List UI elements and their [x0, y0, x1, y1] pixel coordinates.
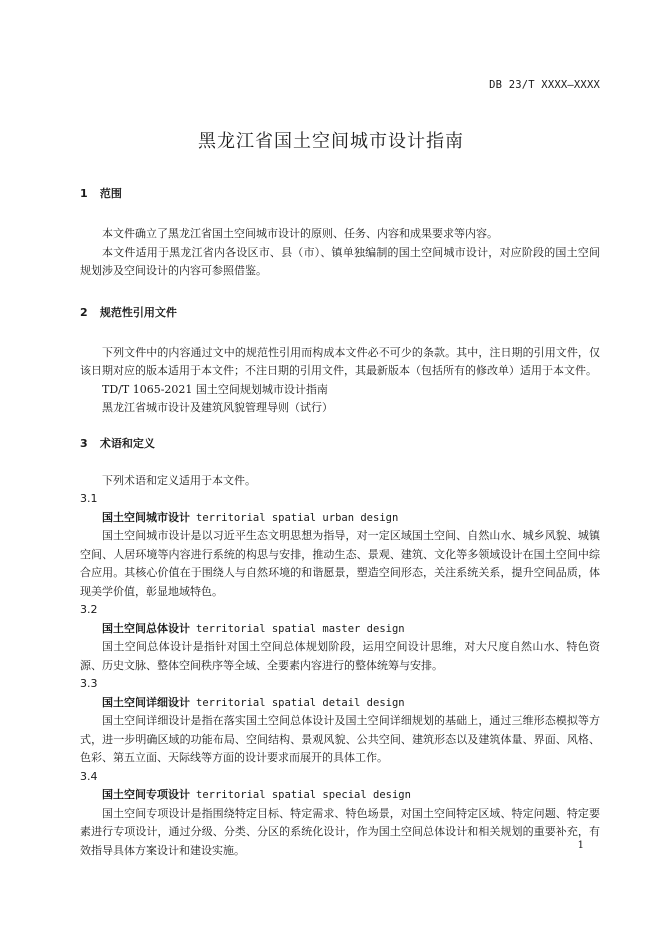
document-code: DB 23/T XXXX—XXXX [489, 79, 600, 91]
references-paragraph: 下列文件中的内容通过文中的规范性引用而构成本文件必不可少的条款。其中，注日期的引用文件，仅该日期对应的版本适用于本文件；不注日期的引用文件，其最新版本（包括所有的修改单）适用于本文件。 [80, 345, 600, 377]
term-zh: 国土空间总体设计 [102, 621, 190, 635]
term-zh: 国土空间详细设计 [102, 695, 190, 709]
reference-item: TD/T 1065-2021 国土空间规划城市设计指南 [102, 382, 328, 396]
term-zh: 国土空间城市设计 [102, 510, 190, 524]
term-heading [80, 620, 600, 639]
section-heading-terms [80, 434, 600, 454]
term-en: territorial spatial detail design [196, 696, 405, 709]
term-number: 3.1 [80, 492, 98, 505]
section-title: 规范性引用文件 [99, 305, 177, 319]
page-number: 1 [577, 840, 584, 851]
section-heading-scope [80, 184, 600, 204]
term-number: 3.3 [80, 677, 98, 690]
term-en: territorial spatial urban design [196, 511, 399, 524]
term-number: 3.2 [80, 603, 98, 616]
section-title: 范围 [99, 187, 122, 200]
scope-paragraph-1: 本文件确立了黑龙江省国土空间城市设计的原则、任务、内容和成果要求等内容。 [102, 227, 498, 240]
document-body [80, 184, 600, 860]
section-number: 1 [80, 187, 88, 200]
scope-paragraph-2: 本文件适用于黑龙江省内各设区市、县（市）、镇单独编制的国土空间城市设计，对应阶段的国土空间规划涉及空间设计的内容可参照借鉴。 [80, 245, 600, 277]
term-en: territorial spatial master design [196, 622, 405, 635]
section-title: 术语和定义 [99, 436, 155, 450]
term-heading [80, 786, 600, 805]
term-definition: 国土空间总体设计是指针对国土空间总体规划阶段，运用空间设计思维，对大尺度自然山水、特色资源、历史文脉、整体空间秩序等全域、全要素内容进行的整体统筹与安排。 [80, 640, 600, 672]
term-zh: 国土空间专项设计 [102, 788, 190, 801]
section-number: 3 [80, 436, 88, 450]
term-heading [80, 509, 600, 528]
section-number: 2 [80, 305, 88, 319]
term-definition: 国土空间专项设计是指围绕特定目标、特定需求、特色场景，对国土空间特定区域、特定问题、特定要素进行专项设计，通过分级、分类、分区的系统化设计，作为国土空间总体设计和相关规划的重要补充，有效指导具体方案设计和建设实施。 [80, 806, 600, 857]
term-definition: 国土空间详细设计是指在落实国土空间总体设计及国土空间详细规划的基础上，通过三维形态模拟等方式，进一步明确区域的功能布局、空间结构、景观风貌、公共空间、建筑形态以及建筑体量、界面、风格、色彩、第五立面、天际线等方面的设计要求而展开的具体工作。 [80, 714, 600, 764]
section-heading-normative-references [80, 303, 600, 323]
reference-item: 黑龙江省城市设计及建筑风貌管理导则（试行） [102, 401, 333, 414]
document-title: 黑龙江省国土空间城市设计指南 [198, 131, 464, 152]
term-number: 3.4 [80, 769, 98, 783]
term-heading [80, 694, 600, 713]
terms-intro: 下列术语和定义适用于本文件。 [102, 473, 256, 487]
term-definition: 国土空间城市设计是以习近平生态文明思想为指导，对一定区域国土空间、自然山水、城乡风貌、城镇空间、人居环境等内容进行系统的构思与安排，推动生态、景观、建筑、文化等多领域设计在国土空间中综合应用。其核心价值在于围绕人与自然环境的和谐愿景，塑造空间形态，关注系统关系，提升空间品质，体现美学价值，彰显地域特色。 [80, 529, 600, 598]
term-en: territorial spatial special design [196, 789, 411, 801]
